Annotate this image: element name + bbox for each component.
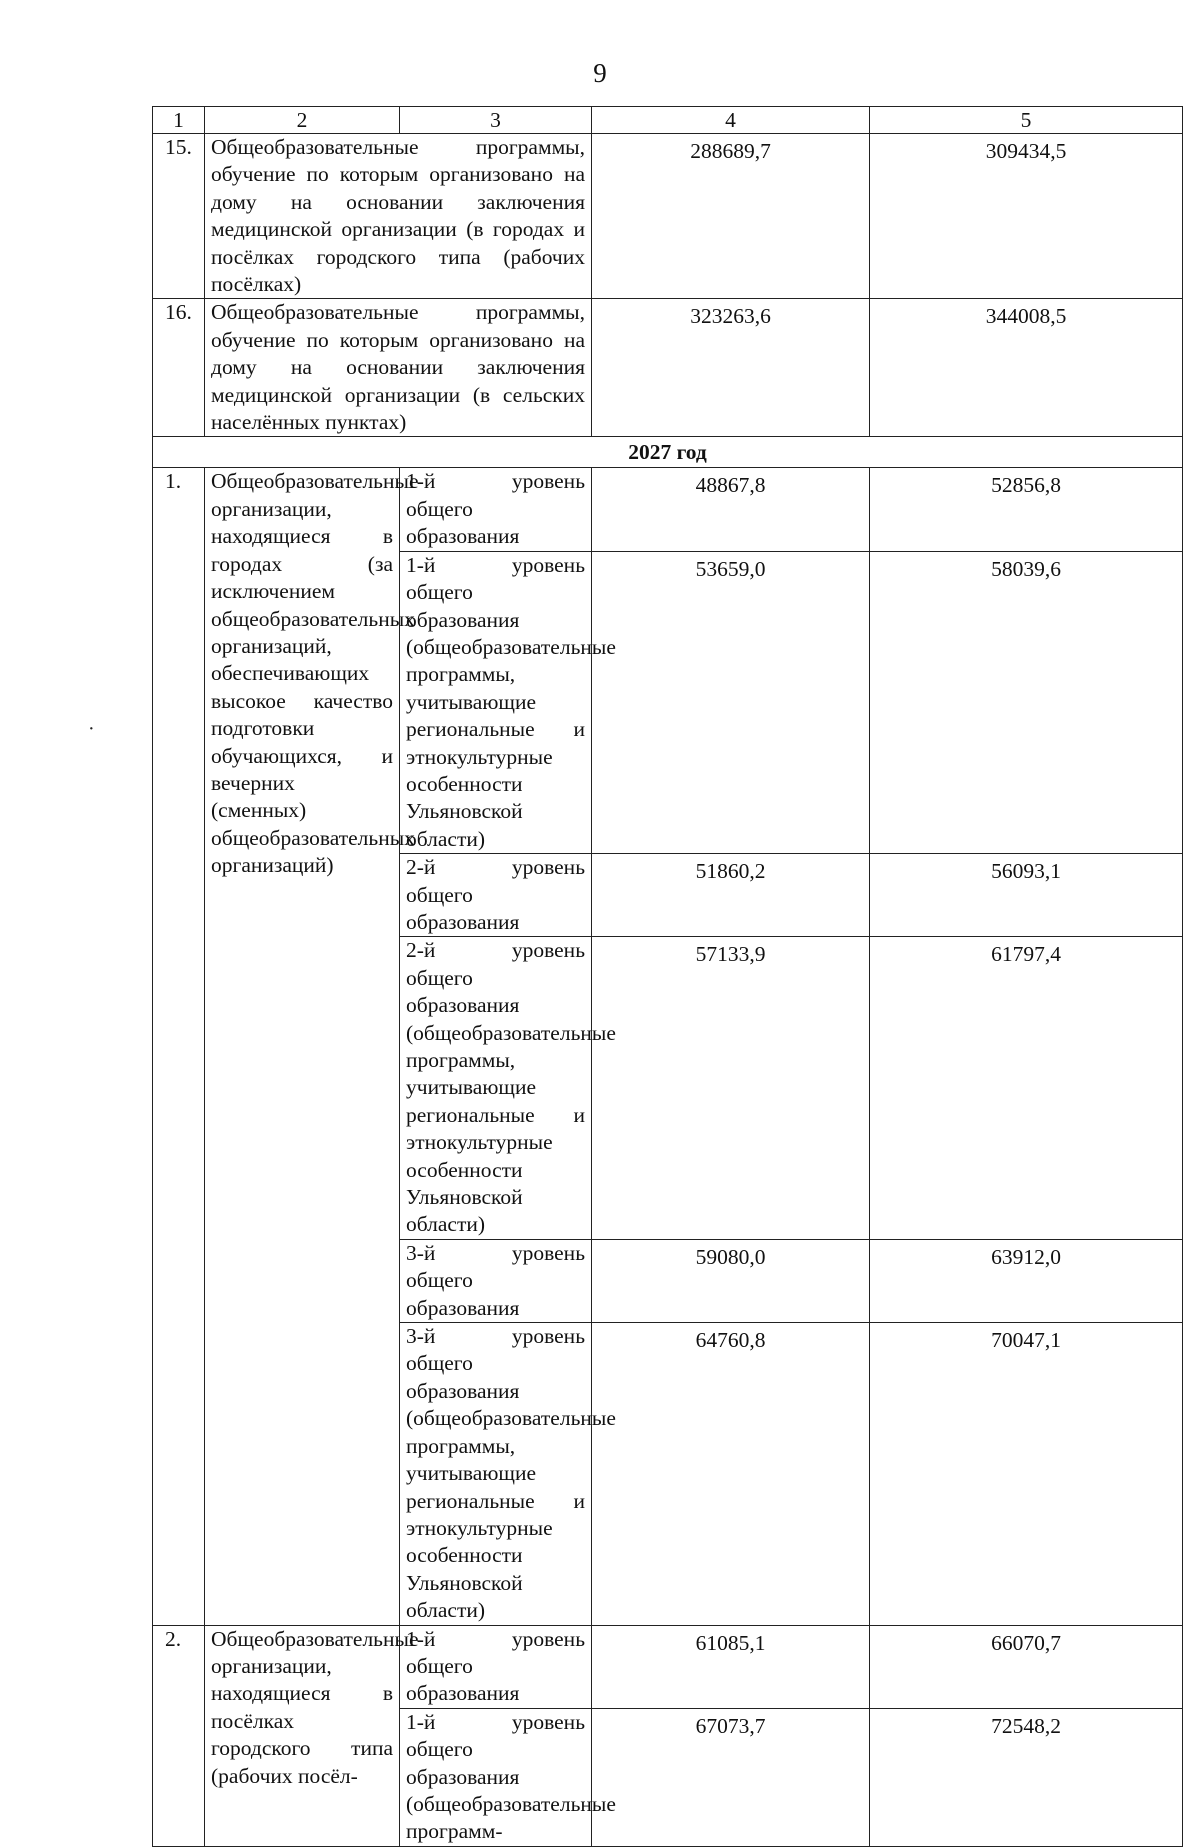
- value-col4: 51860,2: [592, 854, 870, 937]
- year-heading: 2027 год: [153, 437, 1183, 468]
- column-header: 5: [870, 107, 1183, 134]
- education-level: 1-й уровень общего образования: [400, 468, 592, 551]
- education-level: 2-й уровень общего образования: [400, 854, 592, 937]
- tariff-table: [152, 106, 1183, 1847]
- value-col4: 57133,9: [592, 937, 870, 1239]
- column-header: 3: [400, 107, 592, 134]
- row-number: 1.: [153, 468, 205, 1625]
- page-number: 9: [593, 58, 607, 88]
- value-col5: 56093,1: [870, 854, 1183, 937]
- program-description: Общеобразовательные программы, обучение по которым организовано на дому на основании заключения медицинской организации (в городах и посёлках городского типа (рабочих посёлках): [205, 134, 592, 299]
- value-col5: 66070,7: [870, 1625, 1183, 1708]
- value-col5: 344008,5: [870, 299, 1183, 437]
- value-col5: 72548,2: [870, 1708, 1183, 1846]
- program-description: Общеобразовательные программы, обучение по которым организовано на дому на основании заключения медицинской организации (в сельских населённых пунктах): [205, 299, 592, 437]
- column-header: 1: [153, 107, 205, 134]
- education-level: 1-й уровень общего образования: [400, 1625, 592, 1708]
- value-col4: 67073,7: [592, 1708, 870, 1846]
- education-level: 3-й уровень общего образования: [400, 1239, 592, 1322]
- value-col4: 288689,7: [592, 134, 870, 299]
- value-col4: 48867,8: [592, 468, 870, 551]
- value-col5: 52856,8: [870, 468, 1183, 551]
- value-col5: 58039,6: [870, 551, 1183, 853]
- table-row: [153, 299, 1183, 437]
- value-col5: 309434,5: [870, 134, 1183, 299]
- row-number: 15.: [153, 134, 205, 299]
- year-row: [153, 437, 1183, 468]
- education-level: 3-й уровень общего образования (общеобразовательные программы, учитывающие региональные и этнокультурные особенности Ульяновской области): [400, 1323, 592, 1625]
- table-row: [153, 134, 1183, 299]
- column-header-row: [153, 107, 1183, 134]
- column-header: 4: [592, 107, 870, 134]
- value-col4: 323263,6: [592, 299, 870, 437]
- value-col5: 63912,0: [870, 1239, 1183, 1322]
- education-level: 1-й уровень общего образования (общеобразовательные программ-: [400, 1708, 592, 1846]
- value-col4: 61085,1: [592, 1625, 870, 1708]
- organization-type: Общеобразовательные организации, находящиеся в городах (за исключением общеобразовательных организаций, обеспечивающих высокое качество подготовки обучающихся, и вечерних (сменных) общеобразовательных организаций): [205, 468, 400, 1625]
- scan-speck: ·: [88, 718, 95, 740]
- value-col4: 64760,8: [592, 1323, 870, 1625]
- value-col4: 59080,0: [592, 1239, 870, 1322]
- row-number: 16.: [153, 299, 205, 437]
- value-col5: 70047,1: [870, 1323, 1183, 1625]
- education-level: 1-й уровень общего образования (общеобразовательные программы, учитывающие региональные и этнокультурные особенности Ульяновской области): [400, 551, 592, 853]
- organization-type: Общеобразовательные организации, находящиеся в посёлках городского типа (рабочих посёл-: [205, 1625, 400, 1846]
- value-col4: 53659,0: [592, 551, 870, 853]
- row-number: 2.: [153, 1625, 205, 1846]
- education-level: 2-й уровень общего образования (общеобразовательные программы, учитывающие региональные и этнокультурные особенности Ульяновской области): [400, 937, 592, 1239]
- table-row: [153, 468, 1183, 551]
- column-header: 2: [205, 107, 400, 134]
- value-col5: 61797,4: [870, 937, 1183, 1239]
